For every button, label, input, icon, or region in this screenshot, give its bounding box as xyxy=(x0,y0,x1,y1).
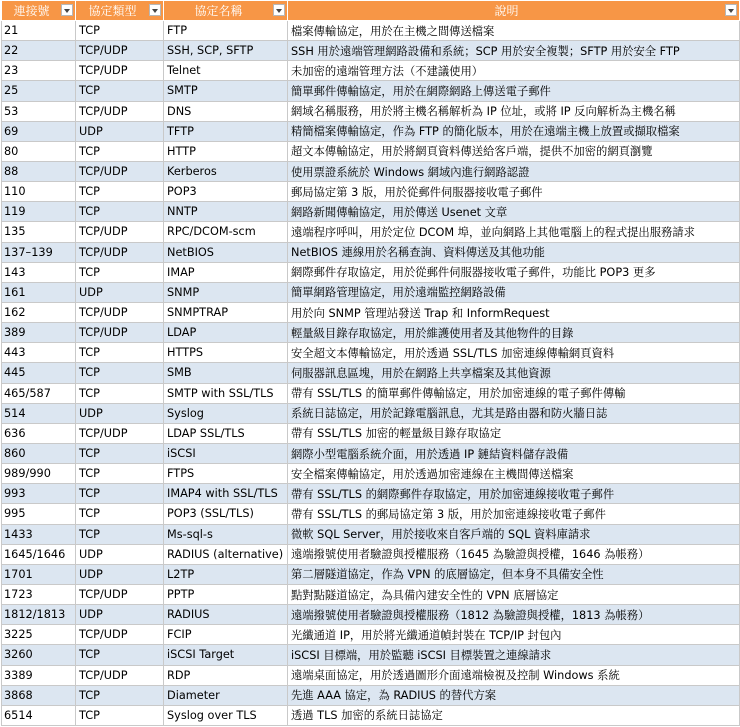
cell-port[interactable]: 135 xyxy=(2,222,76,242)
cell-protocol-type[interactable]: TCP/UDP xyxy=(76,302,164,322)
table-row xyxy=(2,121,740,141)
cell-protocol-type[interactable]: TCP/UDP xyxy=(76,584,164,604)
cell-description[interactable]: 點對點隧道協定，為具備內建安全性的 VPN 底層協定 xyxy=(288,584,740,604)
table-row xyxy=(2,182,740,202)
cell-description[interactable]: 帶有 SSL/TLS 的簡單郵件傳輸協定，用於加密連線的電子郵件傳輸 xyxy=(288,383,740,403)
cell-protocol-name[interactable]: Kerberos xyxy=(164,161,288,181)
cell-port[interactable]: 3868 xyxy=(2,685,76,705)
cell-port[interactable]: 1723 xyxy=(2,584,76,604)
cell-protocol-name[interactable]: HTTP xyxy=(164,141,288,161)
cell-protocol-type[interactable]: UDP xyxy=(76,544,164,564)
cell-protocol-name[interactable]: SMB xyxy=(164,363,288,383)
column-header-description[interactable] xyxy=(288,1,740,21)
cell-protocol-type[interactable]: TCP xyxy=(76,645,164,665)
column-header-port[interactable] xyxy=(2,1,76,21)
cell-protocol-type[interactable]: TCP xyxy=(76,202,164,222)
table-row xyxy=(2,282,740,302)
table-row xyxy=(2,81,740,101)
filter-dropdown-icon[interactable] xyxy=(273,4,285,16)
table-row xyxy=(2,202,740,222)
cell-description[interactable]: 光纖通道 IP，用於將光纖通道幀封裝在 TCP/IP 封包內 xyxy=(288,625,740,645)
cell-protocol-type[interactable]: TCP xyxy=(76,524,164,544)
cell-description[interactable]: 帶有 SSL/TLS 的郵局協定第 3 版，用於加密連線接收電子郵件 xyxy=(288,504,740,524)
cell-description[interactable]: 網際郵件存取協定，用於從郵件伺服器接收電子郵件，功能比 POP3 更多 xyxy=(288,262,740,282)
cell-port[interactable]: 23 xyxy=(2,61,76,81)
cell-description[interactable]: 微軟 SQL Server，用於接收來自客戶端的 SQL 資料庫請求 xyxy=(288,524,740,544)
cell-description[interactable]: 簡單郵件傳輸協定，用於在網際網路上傳送電子郵件 xyxy=(288,81,740,101)
table-row xyxy=(2,625,740,645)
cell-description[interactable]: 用於向 SNMP 管理站發送 Trap 和 InformRequest xyxy=(288,302,740,322)
cell-port[interactable]: 161 xyxy=(2,282,76,302)
cell-protocol-name[interactable]: Telnet xyxy=(164,61,288,81)
cell-protocol-type[interactable]: UDP xyxy=(76,564,164,584)
cell-port[interactable]: 465/587 xyxy=(2,383,76,403)
cell-protocol-type[interactable]: UDP xyxy=(76,403,164,423)
filter-dropdown-icon[interactable] xyxy=(61,4,73,16)
cell-protocol-name[interactable]: SSH, SCP, SFTP xyxy=(164,41,288,61)
cell-protocol-type[interactable]: TCP xyxy=(76,363,164,383)
cell-protocol-type[interactable]: TCP xyxy=(76,484,164,504)
cell-port[interactable]: 162 xyxy=(2,302,76,322)
cell-protocol-type[interactable]: TCP/UDP xyxy=(76,423,164,443)
cell-protocol-type[interactable]: UDP xyxy=(76,121,164,141)
table-row xyxy=(2,383,740,403)
cell-protocol-name[interactable]: RADIUS (alternative) xyxy=(164,544,288,564)
cell-protocol-name[interactable]: FTPS xyxy=(164,464,288,484)
cell-protocol-type[interactable]: TCP xyxy=(76,504,164,524)
cell-port[interactable]: 88 xyxy=(2,161,76,181)
table-row xyxy=(2,323,740,343)
column-header-label: 協定類型 xyxy=(88,4,137,18)
cell-port[interactable]: 137–139 xyxy=(2,242,76,262)
cell-port[interactable]: 25 xyxy=(2,81,76,101)
cell-protocol-name[interactable]: IMAP4 with SSL/TLS xyxy=(164,484,288,504)
cell-protocol-name[interactable]: FCIP xyxy=(164,625,288,645)
table-row xyxy=(2,302,740,322)
table-row xyxy=(2,665,740,685)
cell-protocol-type[interactable]: TCP/UDP xyxy=(76,665,164,685)
table-row xyxy=(2,605,740,625)
cell-port[interactable]: 514 xyxy=(2,403,76,423)
cell-description[interactable]: 精簡檔案傳輸協定，作為 FTP 的簡化版本，用於在遠端主機上放置或擷取檔案 xyxy=(288,121,740,141)
table-row xyxy=(2,504,740,524)
table-row xyxy=(2,544,740,564)
table-body xyxy=(2,21,740,726)
cell-protocol-type[interactable]: TCP/UDP xyxy=(76,242,164,262)
cell-description[interactable]: 遠端撥號使用者驗證與授權服務（1812 為驗證與授權，1813 為帳務） xyxy=(288,605,740,625)
table-row xyxy=(2,443,740,463)
cell-protocol-name[interactable]: FTP xyxy=(164,21,288,41)
cell-description[interactable]: iSCSI 目標端，用於監聽 iSCSI 目標裝置之連線請求 xyxy=(288,645,740,665)
cell-port[interactable]: 21 xyxy=(2,21,76,41)
cell-protocol-name[interactable]: SNMPTRAP xyxy=(164,302,288,322)
cell-port[interactable]: 636 xyxy=(2,423,76,443)
cell-description[interactable]: 帶有 SSL/TLS 加密的輕量級目錄存取協定 xyxy=(288,423,740,443)
cell-description[interactable]: 輕量級目錄存取協定，用於維護使用者及其他物件的目錄 xyxy=(288,323,740,343)
cell-description[interactable]: 伺服器訊息區塊，用於在網路上共享檔案及其他資源 xyxy=(288,363,740,383)
cell-protocol-name[interactable]: Syslog over TLS xyxy=(164,705,288,725)
cell-protocol-name[interactable]: PPTP xyxy=(164,584,288,604)
cell-port[interactable]: 80 xyxy=(2,141,76,161)
table-row xyxy=(2,363,740,383)
table-row xyxy=(2,464,740,484)
table-row xyxy=(2,403,740,423)
cell-port[interactable]: 143 xyxy=(2,262,76,282)
table-row xyxy=(2,524,740,544)
cell-port[interactable]: 445 xyxy=(2,363,76,383)
cell-protocol-name[interactable]: iSCSI Target xyxy=(164,645,288,665)
cell-description[interactable]: 檔案傳輸協定，用於在主機之間傳送檔案 xyxy=(288,21,740,41)
table-row xyxy=(2,584,740,604)
cell-description[interactable]: 安全超文本傳輸協定，用於透過 SSL/TLS 加密連線傳輸網頁資料 xyxy=(288,343,740,363)
cell-protocol-name[interactable]: SMTP xyxy=(164,81,288,101)
cell-protocol-type[interactable]: TCP xyxy=(76,443,164,463)
cell-protocol-name[interactable]: DNS xyxy=(164,101,288,121)
cell-port[interactable]: 1645/1646 xyxy=(2,544,76,564)
cell-protocol-name[interactable]: LDAP xyxy=(164,323,288,343)
table-row xyxy=(2,161,740,181)
cell-port[interactable]: 6514 xyxy=(2,705,76,725)
cell-protocol-type[interactable]: UDP xyxy=(76,605,164,625)
cell-description[interactable]: 遠端撥號使用者驗證與授權服務（1645 為驗證與授權，1646 為帳務） xyxy=(288,544,740,564)
filter-dropdown-icon[interactable] xyxy=(725,4,737,16)
table-row xyxy=(2,343,740,363)
cell-description[interactable]: 簡單網路管理協定，用於遠端監控網路設備 xyxy=(288,282,740,302)
cell-protocol-type[interactable]: TCP/UDP xyxy=(76,625,164,645)
cell-port[interactable]: 389 xyxy=(2,323,76,343)
cell-port[interactable]: 110 xyxy=(2,182,76,202)
cell-description[interactable]: NetBIOS 連線用於名稱查詢、資料傳送及其他功能 xyxy=(288,242,740,262)
cell-description[interactable]: 未加密的遠端管理方法（不建議使用） xyxy=(288,61,740,81)
column-header-protocol-name[interactable] xyxy=(164,1,288,21)
cell-port[interactable]: 1701 xyxy=(2,564,76,584)
cell-protocol-type[interactable]: TCP xyxy=(76,685,164,705)
cell-protocol-name[interactable]: POP3 xyxy=(164,182,288,202)
cell-protocol-name[interactable]: iSCSI xyxy=(164,443,288,463)
cell-port[interactable]: 995 xyxy=(2,504,76,524)
cell-port[interactable]: 3389 xyxy=(2,665,76,685)
cell-protocol-name[interactable]: SNMP xyxy=(164,282,288,302)
port-table xyxy=(1,0,740,726)
cell-port[interactable]: 860 xyxy=(2,443,76,463)
cell-protocol-type[interactable]: TCP xyxy=(76,705,164,725)
cell-protocol-type[interactable]: TCP xyxy=(76,383,164,403)
cell-protocol-name[interactable]: SMTP with SSL/TLS xyxy=(164,383,288,403)
cell-protocol-name[interactable]: NNTP xyxy=(164,202,288,222)
cell-protocol-type[interactable]: TCP xyxy=(76,182,164,202)
cell-port[interactable]: 22 xyxy=(2,41,76,61)
cell-protocol-name[interactable]: TFTP xyxy=(164,121,288,141)
table-row xyxy=(2,101,740,121)
table-row xyxy=(2,645,740,665)
filter-dropdown-icon[interactable] xyxy=(149,4,161,16)
cell-description[interactable]: 安全檔案傳輸協定，用於透過加密連線在主機間傳送檔案 xyxy=(288,464,740,484)
cell-protocol-type[interactable]: TCP xyxy=(76,141,164,161)
cell-protocol-name[interactable]: POP3 (SSL/TLS) xyxy=(164,504,288,524)
cell-port[interactable]: 993 xyxy=(2,484,76,504)
cell-description[interactable]: 超文本傳輸協定，用於將網頁資料傳送給客戶端，提供不加密的網頁瀏覽 xyxy=(288,141,740,161)
cell-description[interactable]: 第二層隧道協定，作為 VPN 的底層協定，但本身不具備安全性 xyxy=(288,564,740,584)
cell-protocol-name[interactable]: L2TP xyxy=(164,564,288,584)
cell-description[interactable]: 系統日誌協定，用於記錄電腦訊息，尤其是路由器和防火牆日誌 xyxy=(288,403,740,423)
cell-protocol-name[interactable]: Diameter xyxy=(164,685,288,705)
cell-protocol-name[interactable]: NetBIOS xyxy=(164,242,288,262)
cell-protocol-type[interactable]: TCP xyxy=(76,21,164,41)
table-row xyxy=(2,242,740,262)
cell-protocol-type[interactable]: TCP xyxy=(76,343,164,363)
table-row xyxy=(2,222,740,242)
cell-description[interactable]: 帶有 SSL/TLS 的網際郵件存取協定，用於加密連線接收電子郵件 xyxy=(288,484,740,504)
cell-description[interactable]: 使用票證系統於 Windows 網域內進行網路認證 xyxy=(288,161,740,181)
cell-port[interactable]: 443 xyxy=(2,343,76,363)
cell-description[interactable]: 網路新聞傳輸協定，用於傳送 Usenet 文章 xyxy=(288,202,740,222)
header-row xyxy=(2,1,740,21)
table-row xyxy=(2,705,740,725)
cell-protocol-name[interactable]: IMAP xyxy=(164,262,288,282)
cell-description[interactable]: 透過 TLS 加密的系統日誌協定 xyxy=(288,705,740,725)
cell-port[interactable]: 3260 xyxy=(2,645,76,665)
cell-protocol-type[interactable]: TCP/UDP xyxy=(76,61,164,81)
cell-description[interactable]: SSH 用於遠端管理網路設備和系統；SCP 用於安全複製；SFTP 用於安全 FTP xyxy=(288,41,740,61)
cell-protocol-type[interactable]: UDP xyxy=(76,282,164,302)
cell-protocol-type[interactable]: TCP xyxy=(76,464,164,484)
cell-port[interactable]: 53 xyxy=(2,101,76,121)
table-row xyxy=(2,685,740,705)
cell-protocol-type[interactable]: TCP/UDP xyxy=(76,222,164,242)
cell-protocol-name[interactable]: HTTPS xyxy=(164,343,288,363)
cell-description[interactable]: 郵局協定第 3 版，用於從郵件伺服器接收電子郵件 xyxy=(288,182,740,202)
cell-port[interactable]: 1433 xyxy=(2,524,76,544)
column-header-protocol-type[interactable] xyxy=(76,1,164,21)
table-row xyxy=(2,423,740,443)
table-row xyxy=(2,484,740,504)
cell-protocol-type[interactable]: TCP xyxy=(76,262,164,282)
cell-protocol-name[interactable]: RDP xyxy=(164,665,288,685)
cell-protocol-type[interactable]: TCP/UDP xyxy=(76,161,164,181)
cell-description[interactable]: 網域名稱服務，用於將主機名稱解析為 IP 位址，或將 IP 反向解析為主機名稱 xyxy=(288,101,740,121)
column-header-label: 說明 xyxy=(494,4,519,18)
table-row xyxy=(2,141,740,161)
cell-port[interactable]: 3225 xyxy=(2,625,76,645)
cell-description[interactable]: 網際小型電腦系統介面，用於透過 IP 鏈結資料儲存設備 xyxy=(288,443,740,463)
table-row xyxy=(2,61,740,81)
cell-protocol-type[interactable]: TCP/UDP xyxy=(76,323,164,343)
cell-description[interactable]: 遠端程序呼叫，用於定位 DCOM 埠，並向網路上其他電腦上的程式提出服務請求 xyxy=(288,222,740,242)
cell-protocol-name[interactable]: Syslog xyxy=(164,403,288,423)
cell-protocol-name[interactable]: Ms-sql-s xyxy=(164,524,288,544)
cell-port[interactable]: 119 xyxy=(2,202,76,222)
cell-protocol-name[interactable]: LDAP SSL/TLS xyxy=(164,423,288,443)
cell-port[interactable]: 989/990 xyxy=(2,464,76,484)
cell-description[interactable]: 先進 AAA 協定，為 RADIUS 的替代方案 xyxy=(288,685,740,705)
cell-port[interactable]: 1812/1813 xyxy=(2,605,76,625)
table-row xyxy=(2,21,740,41)
column-header-label: 連接號 xyxy=(13,4,50,18)
cell-protocol-type[interactable]: TCP/UDP xyxy=(76,101,164,121)
column-header-label: 協定名稱 xyxy=(194,4,243,18)
table-row xyxy=(2,262,740,282)
cell-protocol-name[interactable]: RADIUS xyxy=(164,605,288,625)
cell-protocol-type[interactable]: TCP xyxy=(76,81,164,101)
cell-protocol-type[interactable]: TCP/UDP xyxy=(76,41,164,61)
cell-port[interactable]: 69 xyxy=(2,121,76,141)
cell-description[interactable]: 遠端桌面協定，用於透過圖形介面遠端檢視及控制 Windows 系統 xyxy=(288,665,740,685)
table-row xyxy=(2,564,740,584)
table-row xyxy=(2,41,740,61)
cell-protocol-name[interactable]: RPC/DCOM-scm xyxy=(164,222,288,242)
